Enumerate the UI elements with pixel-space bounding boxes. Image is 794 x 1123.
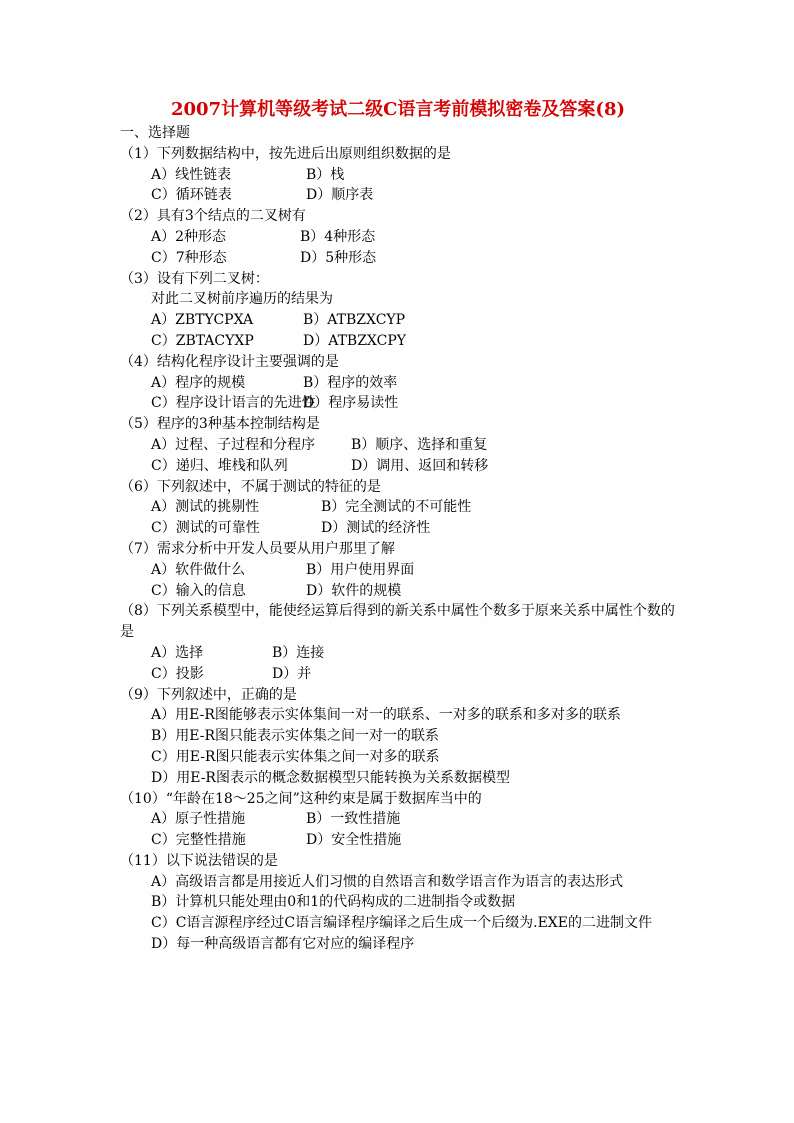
option: B）连接 (272, 644, 325, 661)
option: A）软件做什么 (151, 561, 246, 578)
option: C）C语言源程序经过C语言编译程序编译之后生成一个后缀为.EXE的二进制文件 (151, 915, 652, 932)
question-3 (120, 269, 680, 352)
question-6 (120, 477, 680, 539)
option-row (120, 373, 680, 394)
option: B）一致性措施 (306, 811, 401, 828)
option: A）高级语言都是用接近人们习惯的自然语言和数学语言作为语言的表达形式 (151, 873, 624, 890)
question-11 (120, 851, 680, 955)
option-row (120, 497, 680, 518)
option: D）5种形态 (300, 249, 377, 266)
option: D）顺序表 (306, 187, 374, 204)
option: D）测试的经济性 (321, 520, 431, 537)
option-row (120, 643, 680, 664)
question-text: （4）结构化程序设计主要强调的是 (120, 353, 339, 370)
option: B）ATBZXCYP (303, 312, 406, 329)
question-text: （10）“年龄在18～25之间”这种约束是属于数据库当中的 (120, 790, 482, 807)
option-row (120, 560, 680, 581)
option: C）用E-R图只能表示实体集之间一对多的联系 (151, 748, 440, 765)
option-row (120, 435, 680, 456)
option: A）选择 (151, 644, 204, 661)
document-title: 2007计算机等级考试二级C语言考前模拟密卷及答案(8) (171, 99, 625, 120)
question-10 (120, 789, 680, 851)
option: A）程序的规模 (151, 374, 246, 391)
question-text: （1）下列数据结构中，按先进后出原则组织数据的是 (120, 145, 451, 162)
option: B）程序的效率 (303, 374, 398, 391)
option: A）测试的挑剔性 (151, 499, 260, 516)
question-7 (120, 539, 680, 601)
option: D）软件的规模 (306, 582, 402, 599)
option-row (120, 310, 680, 331)
option: D）ATBZXCPY (303, 332, 407, 349)
option: A）原子性措施 (151, 811, 246, 828)
option-row (120, 165, 680, 186)
question-5 (120, 414, 680, 476)
option-row (120, 664, 680, 685)
question-text: （9）下列叙述中，正确的是 (120, 686, 297, 703)
option: B）用户使用界面 (306, 561, 415, 578)
option: C）递归、堆栈和队列 (151, 457, 288, 474)
option-row (120, 830, 680, 851)
option: D）安全性措施 (306, 832, 402, 849)
question-2 (120, 206, 680, 268)
question-text: （11）以下说法错误的是 (120, 852, 278, 869)
option: C）输入的信息 (151, 582, 246, 599)
option-row (120, 248, 680, 269)
option: B）栈 (306, 166, 345, 183)
question-1 (120, 144, 680, 206)
option: B）完全测试的不可能性 (321, 499, 472, 516)
question-text: （7）需求分析中开发人员要从用户那里了解 (120, 540, 395, 557)
option-row (120, 227, 680, 248)
option: A）线性链表 (151, 166, 232, 183)
option: C）测试的可靠性 (151, 520, 260, 537)
option-row (120, 581, 680, 602)
question-text: （3）设有下列二叉树： (120, 270, 269, 287)
option-row (120, 331, 680, 352)
option-row (120, 809, 680, 830)
option: C）循环链表 (151, 187, 232, 204)
option-row (120, 518, 680, 539)
question-9 (120, 685, 680, 789)
option: A）ZBTYCPXA (151, 312, 254, 329)
option: D）调用、返回和转移 (351, 457, 489, 474)
question-text: （6）下列叙述中，不属于测试的特征的是 (120, 478, 381, 495)
option: B）用E-R图只能表示实体集之间一对一的联系 (151, 728, 440, 745)
option: B）顺序、选择和重复 (351, 436, 488, 453)
question-text: （5）程序的3种基本控制结构是 (120, 416, 320, 433)
question-text: （8）下列关系模型中，能使经运算后得到的新关系中属性个数多于原来关系中属性个数的是 (120, 603, 675, 641)
option: D）并 (272, 665, 312, 682)
question-subtext: 对此二叉树前序遍历的结果为 (151, 291, 333, 308)
option: C）程序设计语言的先进性 (151, 395, 316, 412)
option: A）2种形态 (151, 228, 227, 245)
option: D）每一种高级语言都有它对应的编译程序 (151, 936, 415, 953)
option-row (120, 393, 680, 414)
document-page (120, 98, 680, 955)
option: D）用E-R图表示的概念数据模型只能转换为关系数据模型 (151, 769, 510, 786)
question-4 (120, 352, 680, 414)
question-list (120, 144, 680, 955)
option: A）过程、子过程和分程序 (151, 436, 316, 453)
section-heading: 一、选择题 (120, 125, 190, 141)
option: C）投影 (151, 665, 204, 682)
option: C）完整性措施 (151, 832, 246, 849)
option: C）7种形态 (151, 249, 227, 266)
question-8 (120, 601, 680, 684)
option: C）ZBTACYXP (151, 332, 254, 349)
question-text: （2）具有3个结点的二叉树有 (120, 208, 306, 225)
option-row (120, 456, 680, 477)
option-row (120, 185, 680, 206)
option: A）用E-R图能够表示实体集间一对一的联系、一对多的联系和多对多的联系 (151, 707, 621, 724)
option: D）程序易读性 (303, 395, 399, 412)
option: B）4种形态 (300, 228, 376, 245)
option: B）计算机只能处理由0和1的代码构成的二进制指令或数据 (151, 894, 516, 911)
